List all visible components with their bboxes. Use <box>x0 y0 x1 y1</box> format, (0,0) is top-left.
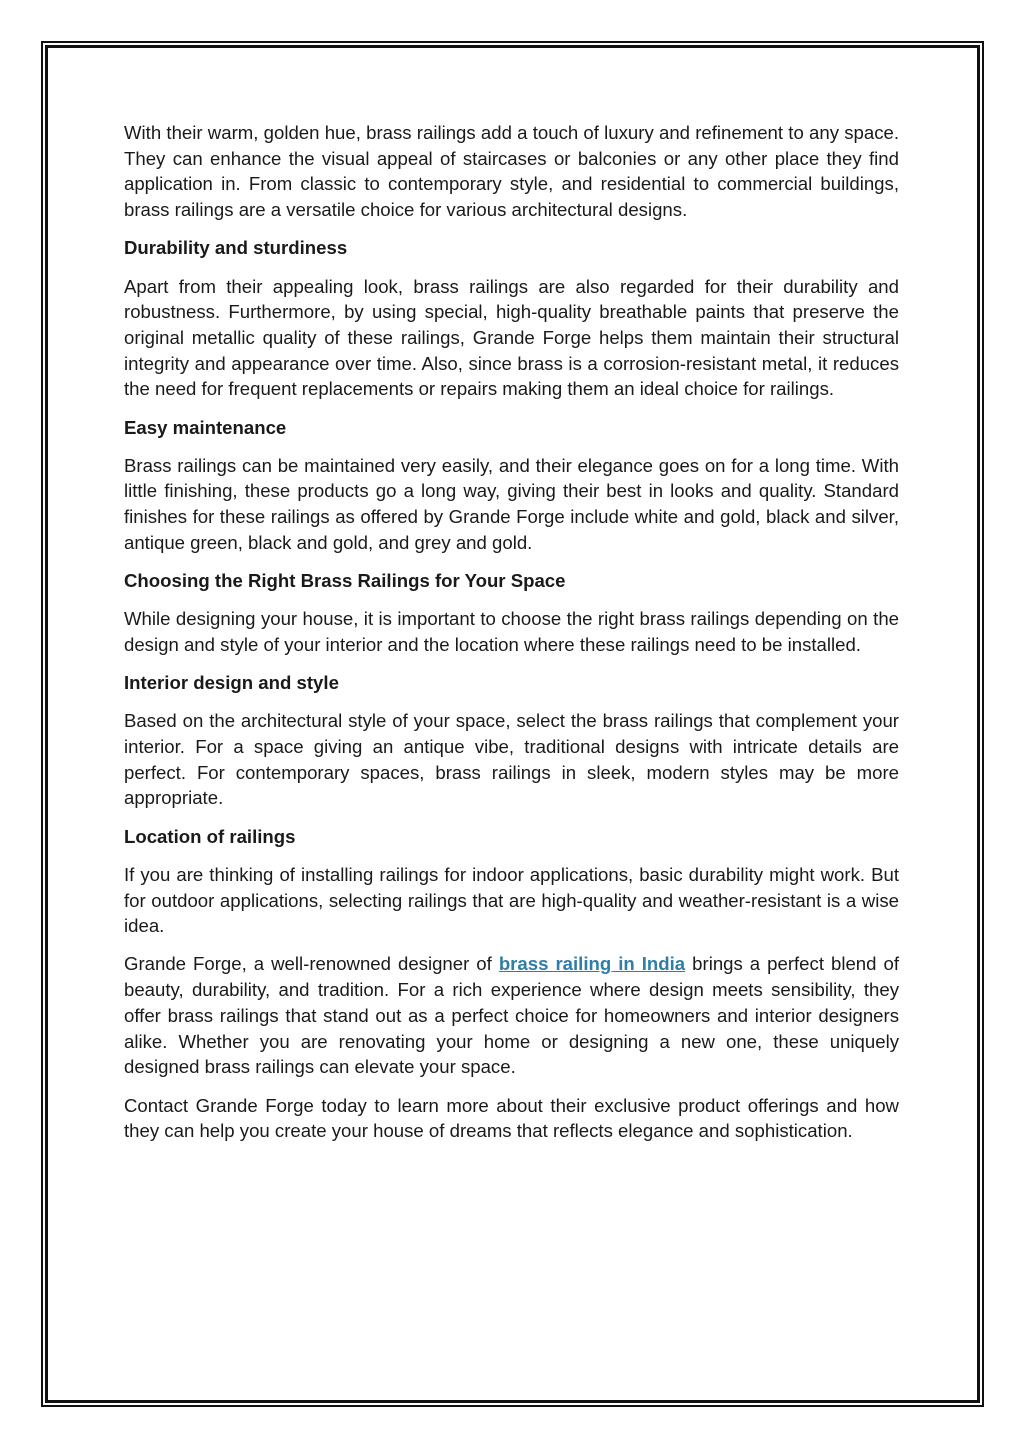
contact-paragraph: Contact Grande Forge today to learn more about their exclusive product offerings and how they can help you create your house of dreams that reflects elegance and sophistication. <box>124 1094 899 1142</box>
heading-maintenance: Easy maintenance <box>124 416 287 438</box>
interior-paragraph: Based on the architectural style of your space, select the brass railings that complement your interior. For a space giving an antique vibe, traditional designs with intricate details are perfect. For contemporary spaces, brass railings in sleek, modern styles may be more appropriate. <box>124 710 899 809</box>
brass-railing-link[interactable]: brass railing in India <box>498 953 686 975</box>
heading-choosing: Choosing the Right Brass Railings for Your Space <box>124 570 566 592</box>
heading-durability: Durability and sturdiness <box>124 237 348 259</box>
durability-paragraph: Apart from their appealing look, brass railings are also regarded for their durability and robustness. Furthermore, by using special, high-quality breathable paints that preserve the original metallic quality of these railings, Grande Forge helps them maintain their structural integrity and appearance over time. Also, since brass is a corrosion-resistant metal, it reduces the need for frequent replacements or repairs making them an ideal choice for railings. <box>124 275 899 400</box>
grande-forge-text-before: Grande Forge, a well-renowned designer of <box>124 953 499 975</box>
grande-forge-text-after: brings a perfect blend of beauty, durability, and tradition. For a rich experience where design meets sensibility, they offer brass railings that stand out as a perfect choice for homeowners and interior designers alike. Whether you are renovating your home or designing a new one, these uniquely designed brass railings can elevate your space. <box>124 953 899 1078</box>
intro-paragraph: With their warm, golden hue, brass railings add a touch of luxury and refinement to any space. They can enhance the visual appeal of staircases or balconies or any other place they find application in. From classic to contemporary style, and residential to commercial buildings, brass railings are a versatile choice for various architectural designs. <box>124 122 899 221</box>
choosing-paragraph: While designing your house, it is important to choose the right brass railings depending on the design and style of your interior and the location where these railings need to be installed. <box>124 608 899 655</box>
grande-forge-paragraph <box>124 951 899 1080</box>
heading-interior: Interior design and style <box>124 672 339 694</box>
location-paragraph: If you are thinking of installing railings for indoor applications, basic durability might work. But for outdoor applications, selecting railings that are high-quality and weather-resistant is a wise idea. <box>124 863 899 937</box>
heading-location: Location of railings <box>124 825 296 847</box>
document-body <box>124 120 899 1156</box>
maintenance-paragraph: Brass railings can be maintained very easily, and their elegance goes on for a long time. With little finishing, these products go a long way, giving their best in looks and quality. Standard finishes for these railings as offered by Grande Forge include white and gold, black and silver, antique green, black and gold, and grey and gold. <box>124 454 899 553</box>
